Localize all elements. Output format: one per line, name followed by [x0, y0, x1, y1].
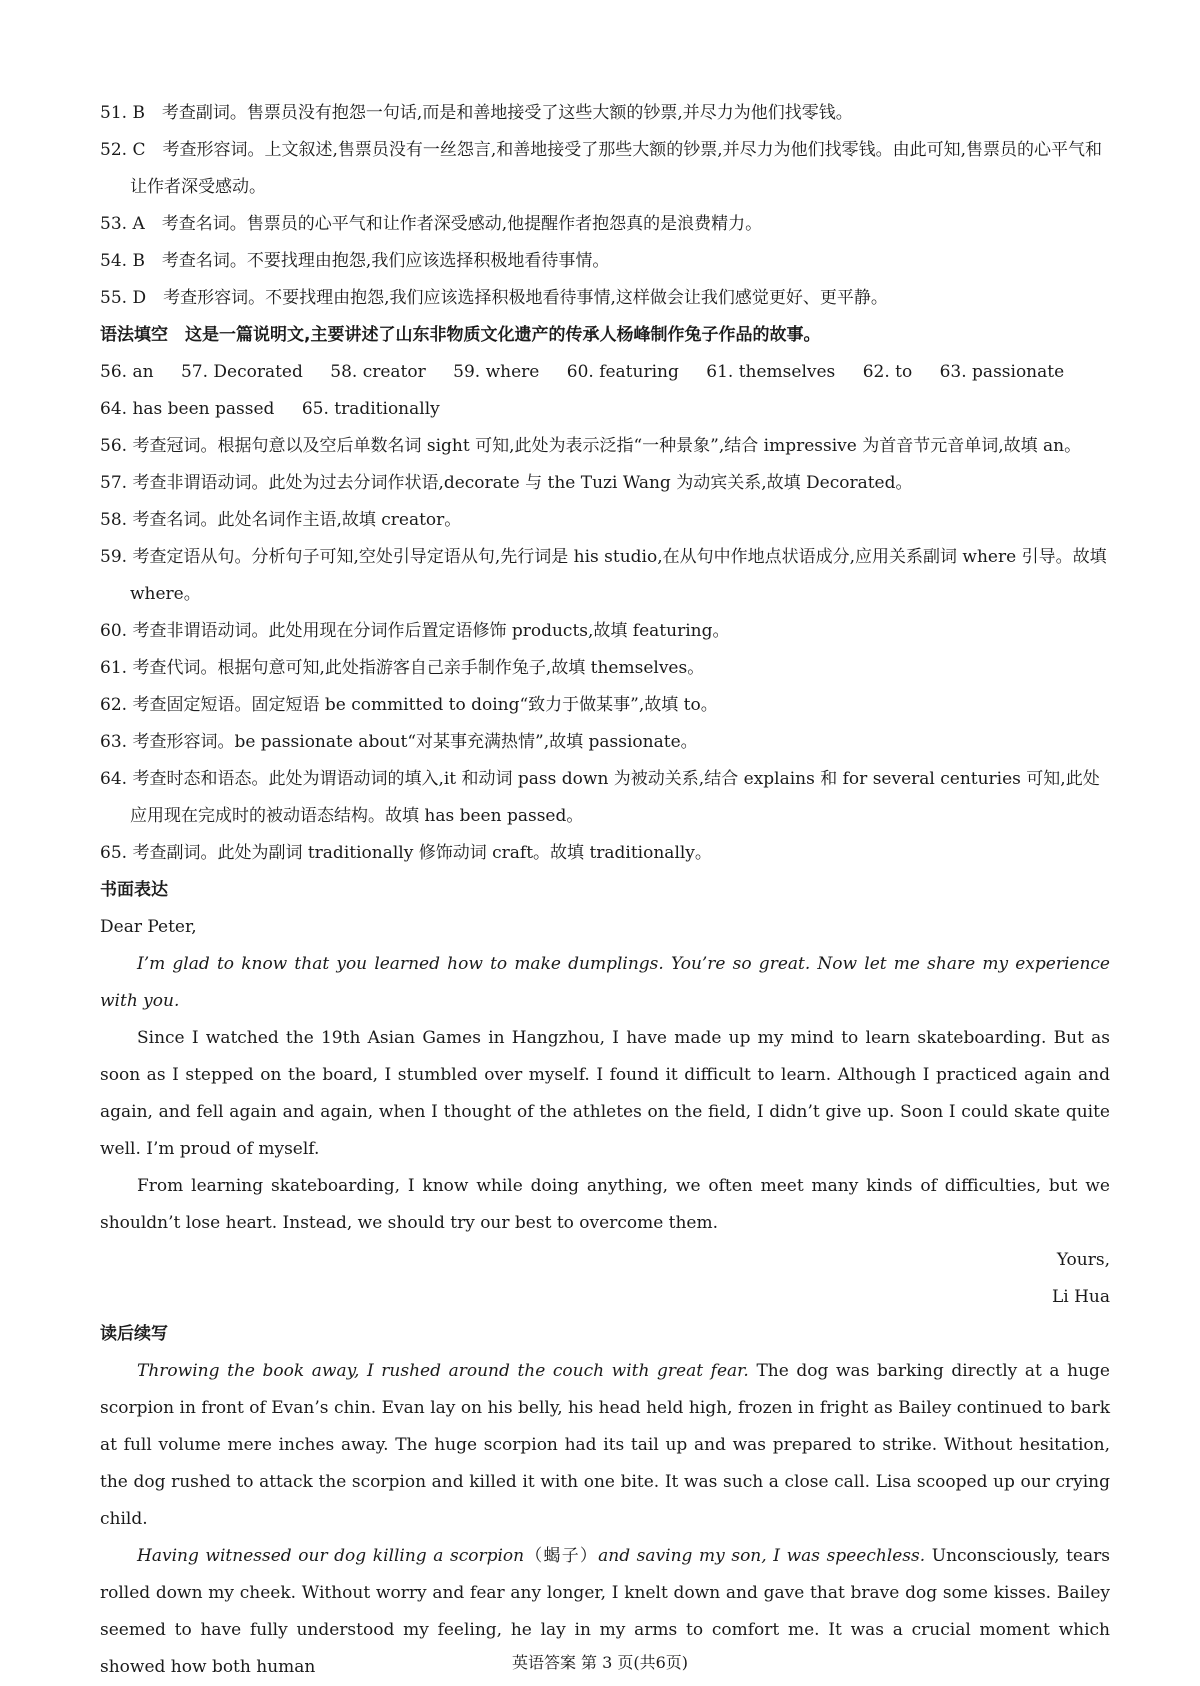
- answer-62: 62. to: [862, 362, 913, 382]
- grammar-answers-line-1: [100, 354, 1110, 391]
- continuation-p2-gloss: （蝎子）: [524, 1546, 599, 1566]
- answer-item-53: 53. A 考查名词。售票员的心平气和让作者深受感动,他提醒作者抱怨真的是浪费精力。: [100, 214, 763, 234]
- answer-59: 59. where: [453, 362, 540, 382]
- letter-paragraph-3: From learning skateboarding, I know while doing anything, we often meet many kinds of difficulties, but we shouldn’t lose heart. Instead, we should try our best to overcome them.: [100, 1176, 1110, 1233]
- answer-item-55: 55. D 考查形容词。不要找理由抱怨,我们应该选择积极地看待事情,这样做会让我们感觉更好、更平静。: [100, 288, 888, 308]
- answer-61: 61. themselves: [706, 362, 836, 382]
- answer-63: 63. passionate: [939, 362, 1065, 382]
- answer-56: 56. an: [100, 362, 154, 382]
- continuation-paragraph-1: [100, 1353, 1110, 1538]
- letter-salutation: Dear Peter,: [100, 917, 197, 937]
- answer-57: 57. Decorated: [180, 362, 303, 382]
- writing-section-heading: 书面表达: [100, 880, 168, 900]
- continuation-p2-body: Unconsciously, tears rolled down my cheek. Without worry and fear any longer, I knelt down and gave that brave dog some kisses. Bailey seemed to have fully understood my feeling, he lay in my arms to comfort me. It was a crucial moment which showed how both human: [100, 1546, 1110, 1677]
- answer-58: 58. creator: [330, 362, 426, 382]
- answer-item-52: 52. C 考查形容词。上文叙述,售票员没有一丝怨言,和善地接受了那些大额的钞票,并尽力为他们找零钱。由此可知,售票员的心平气和让作者深受感动。: [100, 140, 1103, 197]
- explanation-57: 57. 考查非谓语动词。此处为过去分词作状语,decorate 与 the Tuzi Wang 为动宾关系,故填 Decorated。: [100, 473, 913, 493]
- answer-65: 65. traditionally: [301, 399, 440, 419]
- explanation-60: 60. 考查非谓语动词。此处用现在分词作后置定语修饰 products,故填 featuring。: [100, 621, 730, 641]
- page-content: [100, 95, 1110, 1686]
- explanation-56: 56. 考查冠词。根据句意以及空后单数名词 sight 可知,此处为表示泛指“一种景象”,结合 impressive 为首音节元音单词,故填 an。: [100, 436, 1082, 456]
- continuation-p2-given-sentence-b: and saving my son, I was speechless.: [598, 1546, 926, 1566]
- page-footer: 英语答案 第 3 页(共6页): [511, 1653, 689, 1672]
- explanation-58: 58. 考查名词。此处名词作主语,故填 creator。: [100, 510, 462, 530]
- grammar-section-heading: 语法填空 这是一篇说明文,主要讲述了山东非物质文化遗产的传承人杨峰制作兔子作品的故事。: [100, 325, 821, 345]
- explanation-65: 65. 考查副词。此处为副词 traditionally 修饰动词 craft。故填 traditionally。: [100, 843, 712, 863]
- explanation-64: 64. 考查时态和语态。此处为谓语动词的填入,it 和动词 pass down 为被动关系,结合 explains 和 for several centuries 可知,此处应用现在完成时的被动语态结构。故填 has been passed。: [100, 769, 1100, 826]
- continuation-section-heading: 读后续写: [100, 1324, 168, 1344]
- continuation-p1-given-sentence: Throwing the book away, I rushed around the couch with great fear.: [137, 1361, 749, 1381]
- letter-paragraph-2: Since I watched the 19th Asian Games in Hangzhou, I have made up my mind to learn skateboarding. But as soon as I stepped on the board, I stumbled over myself. I found it difficult to learn. Although I practiced again and again, and fell again and again, when I thought of the athletes on the field, I didn’t give up. Soon I could skate quite well. I’m proud of myself.: [100, 1028, 1110, 1159]
- letter-signature: Li Hua: [1051, 1287, 1110, 1307]
- answer-64: 64. has been passed: [100, 399, 275, 419]
- explanation-62: 62. 考查固定短语。固定短语 be committed to doing“致力于做某事”,故填 to。: [100, 695, 718, 715]
- grammar-answers-line-2: [100, 391, 1110, 428]
- explanation-63: 63. 考查形容词。be passionate about“对某事充满热情”,故填 passionate。: [100, 732, 698, 752]
- answer-item-51: 51. B 考查副词。售票员没有抱怨一句话,而是和善地接受了这些大额的钞票,并尽力为他们找零钱。: [100, 103, 853, 123]
- letter-closing: Yours,: [1056, 1250, 1110, 1270]
- explanation-61: 61. 考查代词。根据句意可知,此处指游客自己亲手制作兔子,故填 themselves。: [100, 658, 705, 678]
- answer-item-54: 54. B 考查名词。不要找理由抱怨,我们应该选择积极地看待事情。: [100, 251, 610, 271]
- letter-paragraph-1: I’m glad to know that you learned how to make dumplings. You’re so great. Now let me share my experience with you.: [100, 954, 1110, 1011]
- continuation-p1-body: The dog was barking directly at a huge scorpion in front of Evan’s chin. Evan lay on his belly, his head held high, frozen in fright as Bailey continued to bark at full volume mere inches away. The huge scorpion had its tail up and was prepared to strike. Without hesitation, the dog rushed to attack the scorpion and killed it with one bite. It was such a close call. Lisa scooped up our crying child.: [100, 1361, 1110, 1529]
- continuation-p2-given-sentence-a: Having witnessed our dog killing a scorpion: [137, 1546, 525, 1566]
- explanation-59: 59. 考查定语从句。分析句子可知,空处引导定语从句,先行词是 his studio,在从句中作地点状语成分,应用关系副词 where 引导。故填 where。: [100, 547, 1107, 604]
- answer-60: 60. featuring: [566, 362, 679, 382]
